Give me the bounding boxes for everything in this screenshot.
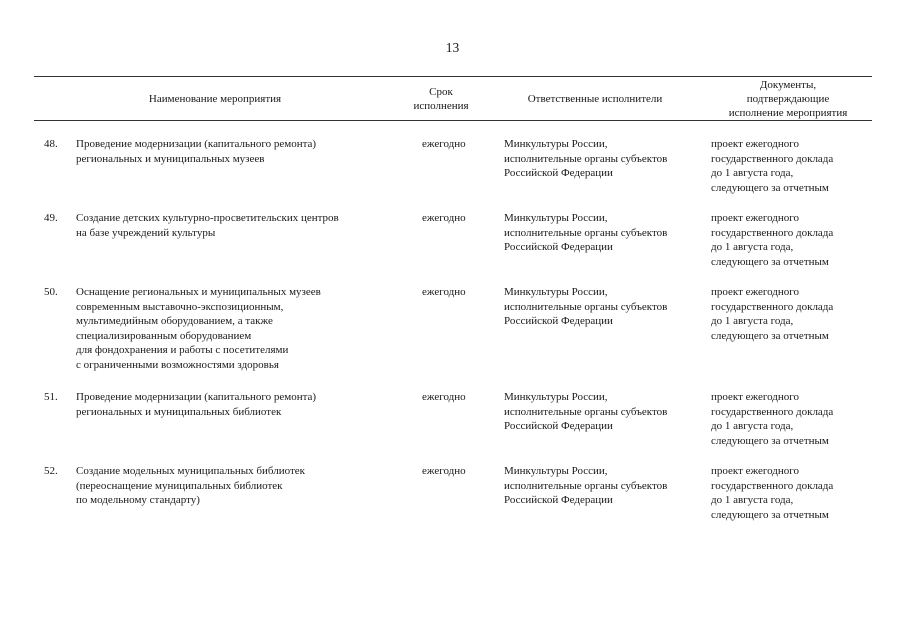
row-term: ежегодно xyxy=(422,391,466,403)
table-header-rule xyxy=(34,120,872,121)
row-documents: проект ежегодного государственного доклада до 1 августа года, следующего за отчетным xyxy=(711,465,834,521)
row-responsible: Минкультуры России, исполнительные органы субъектов Российской Федерации xyxy=(504,391,668,433)
row-term: ежегодно xyxy=(422,212,466,224)
row-number: 52. xyxy=(44,465,58,477)
row-title: Оснащение региональных и муниципальных музеев современным выставочно-экспозиционным, мультимедийным оборудованием, а также специализированным оборудованием для фондохранения и работы с посетителями с ограниченными возможностями здоровья xyxy=(76,286,321,371)
column-header-name-text: Наименование мероприятия xyxy=(148,93,282,105)
column-header-term xyxy=(398,80,484,118)
column-header-documents-text: Документы, подтверждающие исполнение мероприятия xyxy=(728,79,848,119)
row-documents: проект ежегодного государственного доклада до 1 августа года, следующего за отчетным xyxy=(711,212,834,268)
row-title: Проведение модернизации (капитального ремонта) региональных и муниципальных музеев xyxy=(76,138,317,165)
row-documents: проект ежегодного государственного доклада до 1 августа года, следующего за отчетным xyxy=(711,138,834,194)
column-header-responsible xyxy=(490,78,700,120)
row-term: ежегодно xyxy=(422,465,466,477)
row-responsible: Минкультуры России, исполнительные органы субъектов Российской Федерации xyxy=(504,465,668,507)
row-documents: проект ежегодного государственного доклада до 1 августа года, следующего за отчетным xyxy=(711,286,834,342)
table-top-rule xyxy=(34,76,872,77)
row-responsible: Минкультуры России, исполнительные органы субъектов Российской Федерации xyxy=(504,138,668,180)
row-term: ежегодно xyxy=(422,138,466,150)
row-title: Создание модельных муниципальных библиотек (переоснащение муниципальных библиотек по модельному стандарту) xyxy=(76,465,306,507)
row-title: Проведение модернизации (капитального ремонта) региональных и муниципальных библиотек xyxy=(76,391,317,418)
row-responsible: Минкультуры России, исполнительные органы субъектов Российской Федерации xyxy=(504,212,668,254)
column-header-name xyxy=(34,78,396,120)
column-header-term-text: Срок исполнения xyxy=(413,86,469,112)
row-number: 50. xyxy=(44,286,58,298)
row-number: 48. xyxy=(44,138,58,150)
row-title: Создание детских культурно-просветительских центров на базе учреждений культуры xyxy=(76,212,339,239)
column-header-documents xyxy=(704,78,872,120)
row-responsible: Минкультуры России, исполнительные органы субъектов Российской Федерации xyxy=(504,286,668,328)
page-number: 13 xyxy=(445,40,460,55)
column-header-responsible-text: Ответственные исполнители xyxy=(527,93,663,105)
row-documents: проект ежегодного государственного доклада до 1 августа года, следующего за отчетным xyxy=(711,391,834,447)
row-term: ежегодно xyxy=(422,286,466,298)
row-number: 51. xyxy=(44,391,58,403)
row-number: 49. xyxy=(44,212,58,224)
